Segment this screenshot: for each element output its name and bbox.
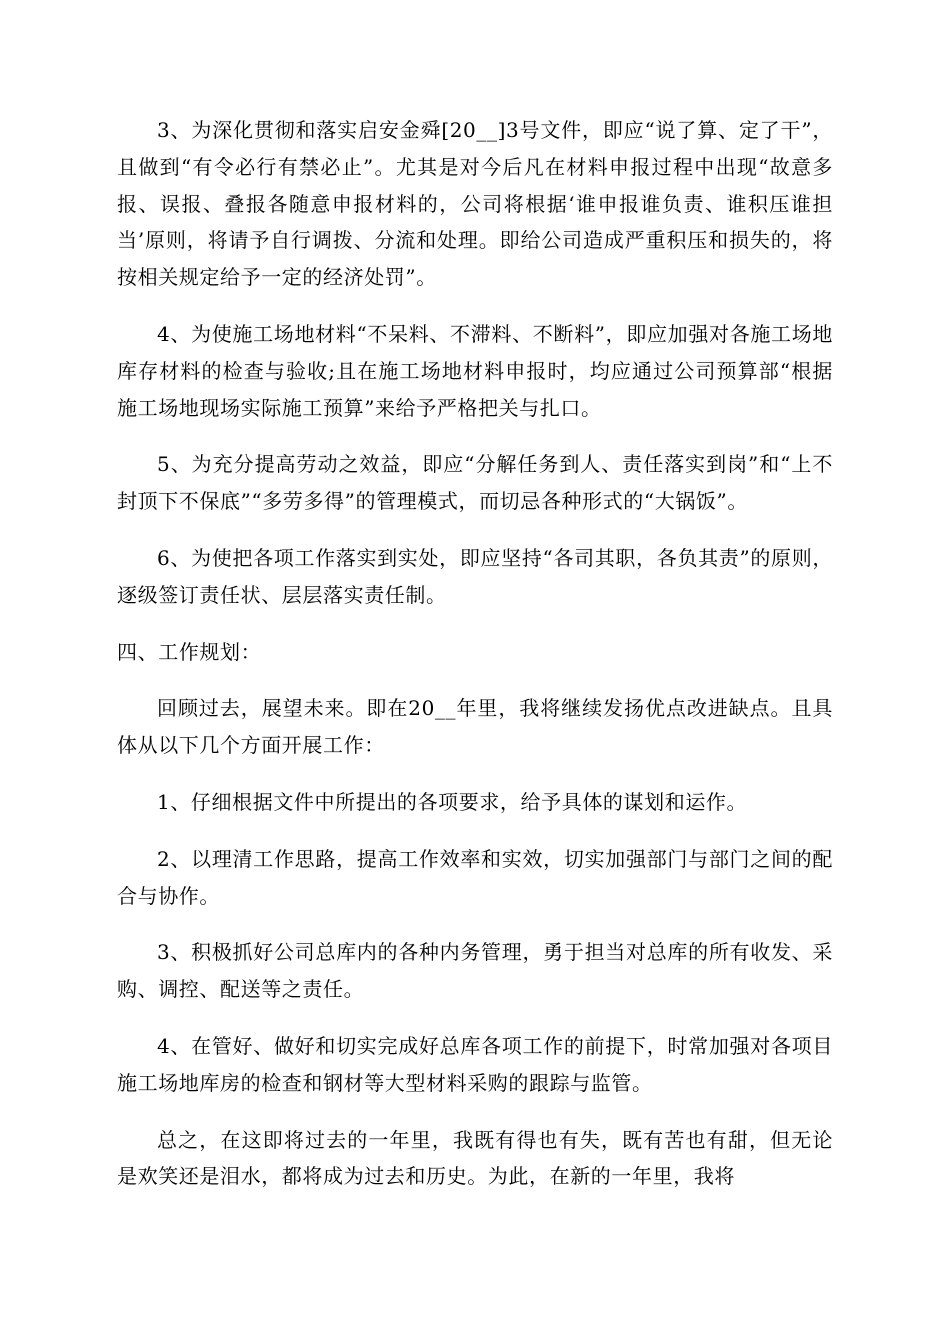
- plan-item-4: 4、在管好、做好和切实完成好总库各项工作的前提下，时常加强对各项目施工场地库房的检查和钢材等大型材料采购的跟踪与监管。: [117, 1033, 833, 1095]
- paragraph-item-5: 5、为充分提高劳动之效益，即应“分解任务到人、责任落实到岗”和“上不封顶下不保底”“多劳多得”的管理模式，而切忌各种形式的“大锅饭”。: [117, 452, 833, 514]
- plan-item-1: 1、仔细根据文件中所提出的各项要求，给予具体的谋划和运作。: [157, 789, 748, 814]
- paragraph-summary: 总之，在这即将过去的一年里，我既有得也有失，既有苦也有甜，但无论是欢笑还是泪水，都将成为过去和历史。为此，在新的一年里，我将: [117, 1127, 833, 1189]
- paragraph-review: 回顾过去，展望未来。即在20__年里，我将继续发扬优点改进缺点。且具体从以下几个方面开展工作：: [117, 696, 833, 758]
- paragraph-item-4: 4、为使施工场地材料“不呆料、不滞料、不断料”，即应加强对各施工场地库存材料的检查与验收;且在施工场地材料申报时，均应通过公司预算部“根据施工场地现场实际施工预算”来给予严格把关与扎口。: [117, 321, 833, 420]
- section-heading-work-plan: 四、工作规划：: [117, 639, 262, 664]
- plan-item-2: 2、以理清工作思路，提高工作效率和实效，切实加强部门与部门之间的配合与协作。: [117, 846, 833, 908]
- paragraph-item-3: 3、为深化贯彻和落实启安金舜[20__]3号文件，即应“说了算、定了干”，且做到“有令必行有禁必止”。尤其是对今后凡在材料申报过程中出现“故意多报、误报、叠报各随意申报材料的，公司将根据‘谁申报谁负责、谁积压谁担当’原则，将请予自行调拨、分流和处理。即给公司造成严重积压和损失的，将按相关规定给予一定的经济处罚”。: [117, 118, 833, 290]
- paragraph-item-6: 6、为使把各项工作落实到实处，即应坚持“各司其职，各负其责”的原则，逐级签订责任状、层层落实责任制。: [117, 545, 833, 607]
- plan-item-3: 3、积极抓好公司总库内的各种内务管理，勇于担当对总库的所有收发、采购、调控、配送等之责任。: [117, 940, 833, 1002]
- document-body: [117, 112, 833, 1215]
